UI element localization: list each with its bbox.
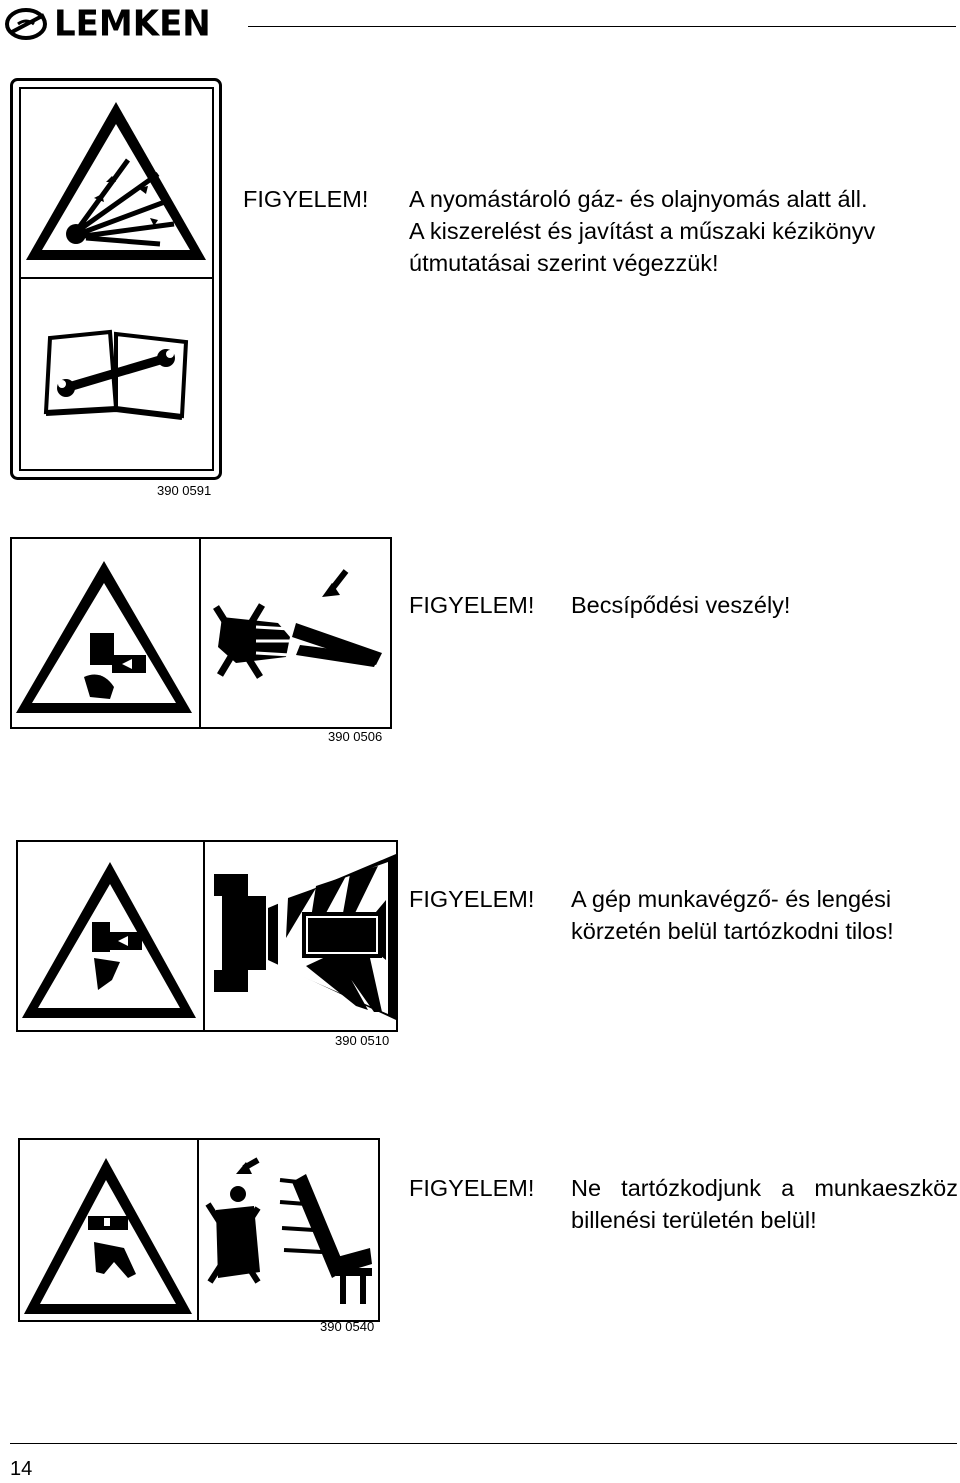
- warning-text-pinch: [409, 589, 959, 621]
- sign-390-0540: [18, 1138, 380, 1322]
- sign-code: 390 0506: [328, 729, 383, 744]
- sign-code: 390 0591: [157, 483, 212, 498]
- sign-390-0510: [16, 840, 398, 1032]
- warning-text-tipping: [409, 1172, 958, 1236]
- warning-text-swing: [409, 883, 959, 947]
- header-rule: [248, 26, 956, 27]
- warning-label: FIGYELEM!: [409, 886, 535, 912]
- warning-line: A kiszerelést és javítást a műszaki kézikönyv: [409, 218, 876, 244]
- sign-390-0506: [10, 537, 392, 729]
- footer-rule: [10, 1443, 957, 1444]
- page-number: 14: [10, 1458, 33, 1480]
- warning-line: útmutatásai szerint végezzük!: [409, 250, 719, 276]
- warning-body: Ne tartózkodjunk a munkaeszköz billenési területén belül!: [571, 1175, 958, 1233]
- sign-code: 390 0510: [335, 1033, 390, 1048]
- manual-wrench-icon: [46, 332, 186, 418]
- sign-code: 390 0540: [320, 1319, 375, 1334]
- warning-body: Becsípődési veszély!: [571, 592, 791, 618]
- warning-line: A nyomástároló gáz- és olajnyomás alatt áll.: [409, 186, 868, 212]
- sign-390-0591: [10, 78, 222, 480]
- brand-logo: [4, 3, 211, 46]
- lemken-emblem-icon: [4, 6, 50, 42]
- warning-label: FIGYELEM!: [409, 592, 535, 618]
- warning-text-pressure: [243, 183, 959, 279]
- warning-label: FIGYELEM!: [243, 186, 369, 212]
- warning-body: A gép munkavégző- és lengési körzetén belül tartózkodni tilos!: [571, 886, 894, 944]
- warning-label: FIGYELEM!: [409, 1175, 535, 1201]
- brand-name: LEMKEN: [54, 3, 211, 46]
